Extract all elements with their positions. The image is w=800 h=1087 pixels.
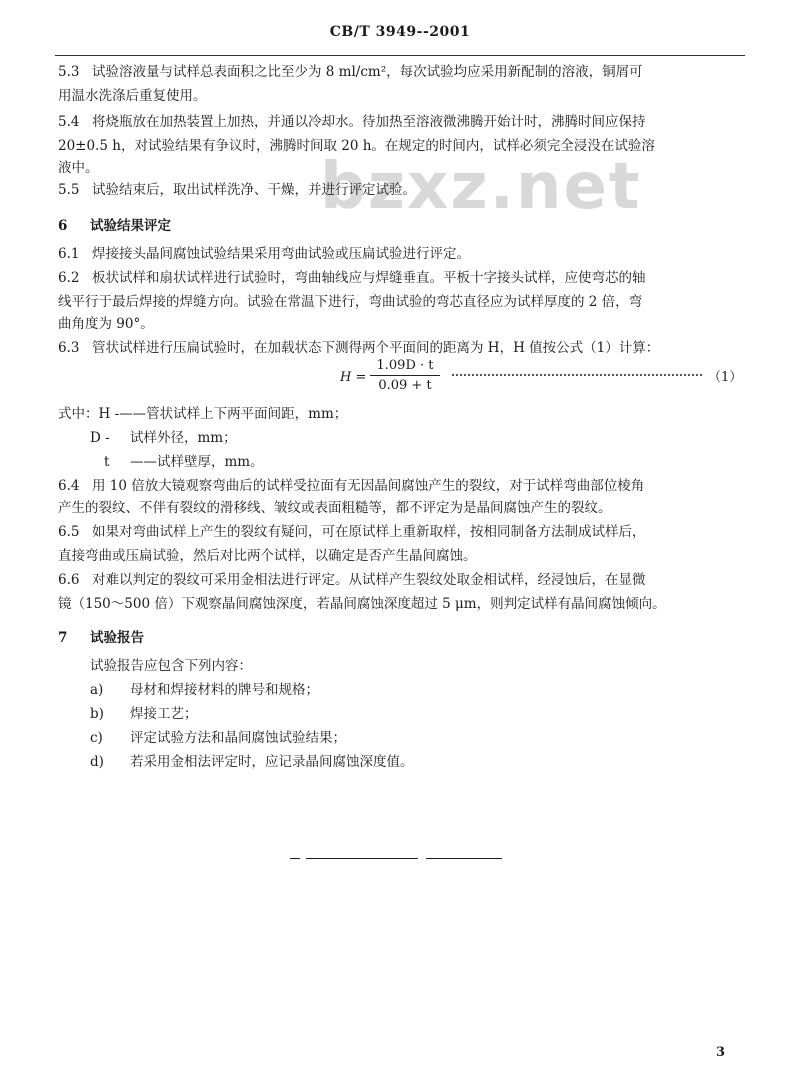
paragraph-line: 液中。	[58, 160, 99, 176]
header-rule	[55, 55, 745, 56]
formula-1	[340, 358, 760, 400]
list-item: a) 母材和焊接材料的牌号和规格；	[90, 682, 319, 698]
section-heading: 6 试验结果评定	[58, 218, 171, 234]
paragraph-line: 6.1 焊接接头晶间腐蚀试验结果采用弯曲试验或压扁试验进行评定。	[58, 246, 470, 262]
list-item: b) 焊接工艺；	[90, 706, 198, 722]
paragraph-line: 5.3 试验溶液量与试样总表面积之比至少为 8 ml/cm²，每次试验均应采用新配制的溶液，铜屑可	[58, 64, 643, 80]
paragraph-line: 6.6 对难以判定的裂纹可采用金相法进行评定。从试样产生裂纹处取金相试样，经浸蚀后，在显微	[58, 572, 646, 588]
paragraph-line: 产生的裂纹、不伴有裂纹的滑移线、皱纹或表面粗糙等，都不评定为是晶间腐蚀产生的裂纹。	[58, 500, 612, 516]
end-rule-segment	[306, 858, 418, 859]
paragraph-line: 镜（150～500 倍）下观察晶间腐蚀深度，若晶间腐蚀深度超过 5 μm，则判定试样有晶间腐蚀倾向。	[58, 596, 666, 612]
formula-numerator: 1.09D · t	[370, 358, 440, 376]
watermark: bzxz.net	[320, 150, 642, 224]
definition-line: t ——试样壁厚，mm。	[104, 454, 264, 470]
paragraph-line: 曲角度为 90°。	[58, 316, 154, 332]
paragraph-line: 6.4 用 10 倍放大镜观察弯曲后的试样受拉面有无因晶间腐蚀产生的裂纹，对于试样弯曲部位棱角	[58, 478, 645, 494]
paragraph-line: 20±0.5 h，对试验结果有争议时，沸腾时间取 20 h。在规定的时间内，试样必须完全浸没在试验溶	[58, 138, 655, 154]
formula-lhs: H =	[340, 370, 367, 385]
paragraph-line: 5.4 将烧瓶放在加热装置上加热，并通以冷却水。待加热至溶液微沸腾开始计时，沸腾时间应保持	[58, 114, 646, 130]
end-rule-segment	[290, 858, 300, 859]
paragraph-line: 6.5 如果对弯曲试样上产生的裂纹有疑问，可在原试样上重新取样，按相同制备方法制成试样后，	[58, 524, 646, 540]
page-number: 3	[715, 1045, 725, 1060]
definition-line: 式中：H -——管状试样上下两平面间距，mm；	[58, 406, 348, 422]
paragraph-line: 6.3 管状试样进行压扁试验时，在加载状态下测得两个平面间的距离为 H，H 值按公式（1）计算：	[58, 340, 660, 356]
paragraph-line: 试验报告应包含下列内容：	[90, 658, 252, 674]
paragraph-line: 直接弯曲或压扁试验，然后对比两个试样，以确定是否产生晶间腐蚀。	[58, 548, 477, 564]
formula-leader-dots	[452, 374, 702, 376]
section-heading: 7 试验报告	[58, 630, 144, 646]
list-item: d) 若采用金相法评定时，应记录晶间腐蚀深度值。	[90, 754, 414, 770]
paragraph-line: 6.2 板状试样和扇状试样进行试验时，弯曲轴线应与焊缝垂直。平板十字接头试样，应使弯芯的轴	[58, 270, 646, 286]
formula-denominator: 0.09 + t	[378, 378, 432, 393]
list-item: c) 评定试验方法和晶间腐蚀试验结果；	[90, 730, 346, 746]
formula-fraction	[370, 358, 440, 393]
definition-line: D - 试样外径，mm；	[90, 430, 237, 446]
paragraph-line: 用温水洗涤后重复使用。	[58, 88, 207, 104]
formula-number: （1）	[708, 370, 743, 385]
paragraph-line: 5.5 试验结束后，取出试样洗净、干燥，并进行评定试验。	[58, 182, 416, 198]
end-rule-segment	[426, 858, 502, 859]
paragraph-line: 线平行于最后焊接的焊缝方向。试验在常温下进行，弯曲试验的弯芯直径应为试样厚度的 2 倍，弯	[58, 294, 643, 310]
standard-code: CB/T 3949--2001	[329, 24, 471, 40]
